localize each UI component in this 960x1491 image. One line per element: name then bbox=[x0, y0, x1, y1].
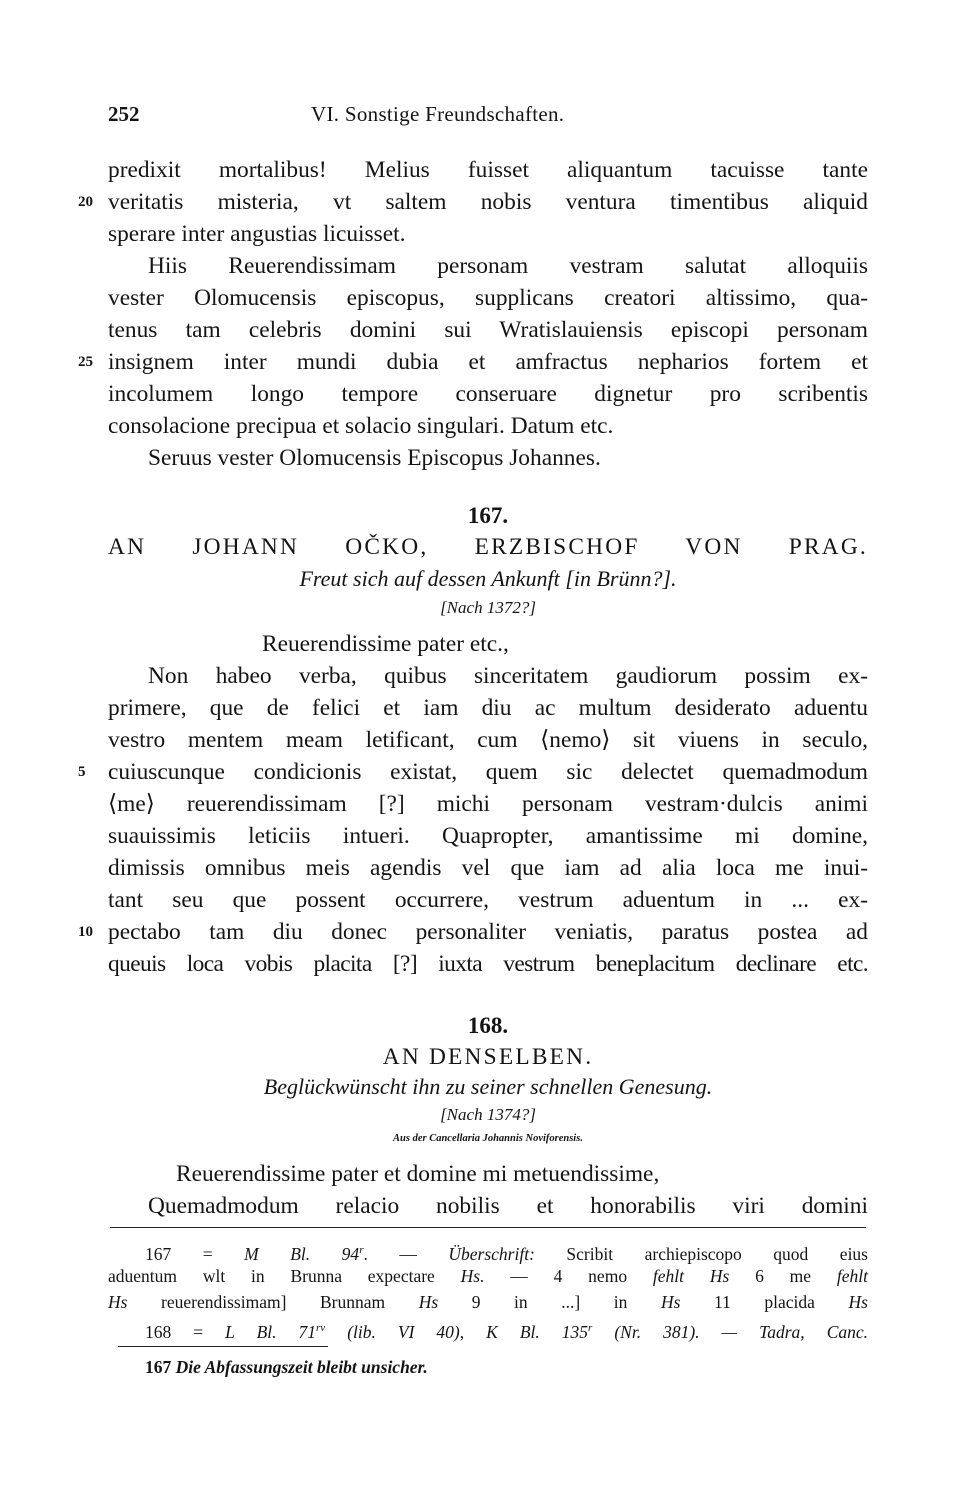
text-line: pectabo tam diu donec personaliter veniatis, paratus postea ad bbox=[108, 919, 868, 945]
text-line: vester Olomucensis episcopus, supplicans creatori altissimo, qua- bbox=[108, 285, 868, 311]
fn-sup: r bbox=[359, 1244, 364, 1256]
fn-text: 167 = bbox=[145, 1243, 245, 1264]
fn-text: Scribit archiepiscopo quod eius bbox=[534, 1243, 868, 1264]
text-line: cuiuscunque condicionis existat, quem sic delectet quemadmodum bbox=[108, 759, 868, 785]
fn-siglum: Hs bbox=[660, 1292, 681, 1312]
fn-italic: Die Abfassungszeit bleibt unsicher. bbox=[175, 1357, 428, 1377]
letter-number: 167. bbox=[467, 503, 509, 528]
text-line: consolacione precipua et solacio singulari. Datum etc. bbox=[108, 413, 614, 439]
letter-number: 168. bbox=[467, 1013, 509, 1038]
footnote-line bbox=[145, 1354, 868, 1380]
text-line: primere, que de felici et iam diu ac multum desiderato aduentu bbox=[108, 695, 868, 721]
source-note: Aus der Cancellaria Johannis Noviforensis. bbox=[393, 1133, 583, 1144]
line-number: 5 bbox=[78, 764, 86, 780]
text-line: Hiis Reuerendissimam personam vestram salutat alloquiis bbox=[148, 253, 868, 279]
text-line: tant seu que possent occurrere, vestrum aduentum in ... ex- bbox=[108, 887, 868, 913]
fn-sup: r bbox=[588, 1322, 593, 1334]
letter-date: [Nach 1374?] bbox=[440, 1105, 536, 1124]
fn-sup: rv bbox=[316, 1322, 326, 1334]
footnote-line bbox=[108, 1263, 868, 1289]
text-line: queuis loca vobis placita [?] iuxta vestrum beneplacitum declinare etc. bbox=[108, 951, 868, 977]
fn-text: 9 in ...] in bbox=[438, 1292, 661, 1312]
text-line: tenus tam celebris domini sui Wratislauiensis episcopi personam bbox=[108, 317, 868, 343]
signature-line: Seruus vester Olomucensis Episcopus Johannes. bbox=[148, 445, 601, 471]
footnote-rule bbox=[110, 1227, 866, 1228]
text-line: suauissimis leticiis intueri. Quapropter, amantissime mi domine, bbox=[108, 823, 868, 849]
salutation: Reuerendissime pater et domine mi metuendissime, bbox=[176, 1161, 660, 1187]
text-line: vestro mentem meam letificant, cum ⟨nemo⟩ sit viuens in seculo, bbox=[108, 727, 868, 753]
running-title: VI. Sonstige Freundschaften. bbox=[311, 102, 565, 126]
text-line: Quemadmodum relacio nobilis et honorabilis viri domini bbox=[148, 1193, 868, 1219]
footnote-rule-short bbox=[118, 1346, 328, 1347]
page-header bbox=[108, 102, 868, 132]
fn-italic: fehlt bbox=[836, 1266, 868, 1286]
footnote-line bbox=[108, 1289, 868, 1315]
fn-text: . — bbox=[363, 1243, 449, 1264]
footnote-line bbox=[145, 1315, 868, 1341]
text-line: predixit mortalibus! Melius fuisset aliquantum tacuisse tante bbox=[108, 157, 868, 183]
fn-siglum: Hs bbox=[848, 1292, 868, 1312]
letter-subtitle: Beglückwünscht ihn zu seiner schnellen Genesung. bbox=[263, 1074, 713, 1099]
fn-text: 11 placida bbox=[680, 1292, 849, 1312]
fn-text: 167 bbox=[145, 1357, 176, 1377]
fn-italic: Überschrift: bbox=[448, 1243, 535, 1264]
text-line: dimissis omnibus meis agendis vel que iam ad alia loca me inui- bbox=[108, 855, 868, 881]
fn-siglum: M Bl. 94 bbox=[244, 1243, 360, 1264]
text-line: ⟨me⟩ reuerendissimam [?] michi personam vestram·dulcis animi bbox=[108, 791, 868, 817]
fn-siglum: Hs bbox=[108, 1292, 128, 1312]
letter-date: [Nach 1372?] bbox=[440, 598, 536, 617]
fn-siglum: L Bl. 71 bbox=[225, 1321, 317, 1342]
text-line: sperare inter angustias licuisset. bbox=[108, 221, 406, 247]
page-number: 252 bbox=[108, 102, 140, 126]
fn-italic: (lib. VI 40), K Bl. 135 bbox=[325, 1321, 589, 1342]
fn-italic: fehlt Hs bbox=[652, 1266, 730, 1286]
fn-italic: (Nr. 381). — Tadra, Canc. bbox=[592, 1321, 869, 1342]
text-line: Non habeo verba, quibus sinceritatem gaudiorum possim ex- bbox=[148, 663, 868, 689]
fn-text: reuerendissimam] Brunnam bbox=[127, 1292, 419, 1312]
letter-subtitle: Freut sich auf dessen Ankunft [in Brünn?]. bbox=[299, 566, 677, 591]
fn-siglum: Hs bbox=[418, 1292, 439, 1312]
fn-text: aduentum wlt in Brunna expectare bbox=[108, 1266, 461, 1286]
fn-text: — 4 nemo bbox=[484, 1266, 653, 1286]
line-number: 25 bbox=[78, 354, 93, 370]
text-line: veritatis misteria, vt saltem nobis ventura timentibus aliquid bbox=[108, 189, 868, 215]
line-number: 10 bbox=[78, 924, 93, 940]
text-line: insignem inter mundi dubia et amfractus nepharios fortem et bbox=[108, 349, 868, 375]
salutation: Reuerendissime pater etc., bbox=[262, 631, 509, 657]
text-line: incolumem longo tempore conseruare dignetur pro scribentis bbox=[108, 381, 868, 407]
fn-siglum: Hs. bbox=[460, 1266, 485, 1286]
fn-text: 168 = bbox=[145, 1321, 226, 1342]
line-number: 20 bbox=[78, 194, 93, 210]
letter-heading: AN DENSELBEN. bbox=[382, 1044, 594, 1070]
footnote-line bbox=[145, 1237, 868, 1263]
letter-heading: AN JOHANN OČKO, ERZBISCHOF VON PRAG. bbox=[108, 534, 868, 560]
fn-text: 6 me bbox=[729, 1266, 837, 1286]
